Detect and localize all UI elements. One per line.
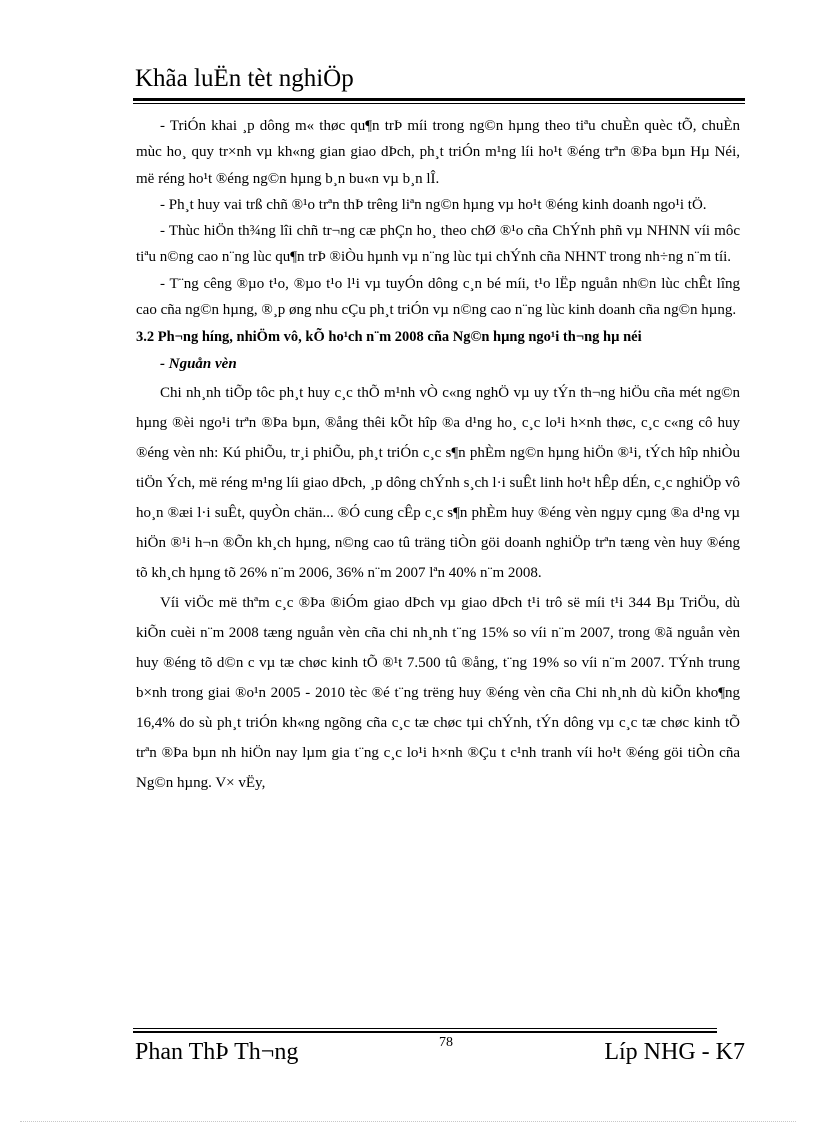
body-paragraph: Chi nh¸nh tiÕp tôc ph¸t huy c¸c thÕ m¹nh vÒ c«ng nghÖ vµ uy tÝn th¬ng hiÖu cña mét ng©n hµng ®èi ngo¹i trªn ®Þa bµn, ®ång thêi kÕt hîp ®a d¹ng ho¸ c¸c lo¹i h×nh thøc, c¸c c«ng cô huy ®éng vèn nh: Kú phiÕu, tr¸i phiÕu, ph¸t triÓn c¸c s¶n phÈm ng©n hµng hiÖn ®¹i, tÝch hîp nhiÒu tiÖn Ých, më réng m¹ng líi giao dÞch, ¸p dông chÝnh s¸ch l·i suÊt linh ho¹t hÊp dÉn, c¸c nghiÖp vô ho¸n ®æi l·i suÊt, quyÒn chän... ®Ó cung cÊp c¸c s¶n phÈm huy ®éng vèn ngµy cµng ®a d¹ng vµ hiÖn ®¹i h¬n ®Õn kh¸ch hµng, n©ng cao tû träng tiÒn göi doanh nghiÖp trªn tæng vèn huy ®éng tõ kh¸ch hµng tõ 26% n¨m 2006, 36% n¨m 2007 lªn 40% n¨m 2008. xyxy=(136,384,740,581)
footer-class: Líp NHG - K7 xyxy=(604,1039,745,1065)
header-rule-thick xyxy=(133,98,745,101)
page-header-title: Khãa luËn tèt nghiÖp xyxy=(135,65,354,92)
page-body xyxy=(136,113,740,798)
body-paragraph: - T¨ng cêng ®µo t¹o, ®µo t¹o l¹i vµ tuyÓn dông c¸n bé míi, t¹o lËp nguån nh©n lùc chÊt lîng cao cña ng©n hµng, ®¸p øng nhu cÇu ph¸t triÓn vµ n©ng cao n¨ng lùc kinh doanh cña ng©n hµng. xyxy=(136,275,740,319)
subsection-heading: - Nguån vèn xyxy=(160,356,237,373)
section-heading: 3.2 Ph¬ng híng, nhiÖm vô, kÕ ho¹ch n¨m 2008 cña Ng©n hµng ngo¹i th¬ng hµ néi xyxy=(136,329,642,346)
footer-rule-thick xyxy=(133,1031,717,1033)
page-bottom-border xyxy=(20,1121,796,1122)
footer-rule-thin xyxy=(133,1028,717,1029)
page-number: 78 xyxy=(439,1035,453,1050)
header-rule-thin xyxy=(133,103,745,104)
body-paragraph: - TriÓn khai ¸p dông m« thøc qu¶n trÞ míi trong ng©n hµng theo tiªu chuÈn quèc tÕ, chuÈn mùc ho¸ quy tr×nh vµ kh«ng gian giao dÞch, ph¸t triÓn m¹ng líi ho¹t ®éng trªn ®Þa bµn Hµ Néi, më réng ho¹t ®éng ng©n hµng b¸n bu«n vµ b¸n lÎ. xyxy=(136,118,740,187)
body-paragraph: - Ph¸t huy vai trß chñ ®¹o trªn thÞ trêng liªn ng©n hµng vµ ho¹t ®éng kinh doanh ngo¹i tÖ. xyxy=(160,196,707,213)
body-paragraph: Víi viÖc më thªm c¸c ®Þa ®iÓm giao dÞch vµ giao dÞch t¹i trô së míi t¹i 344 Bµ TriÖu, dù kiÕn cuèi n¨m 2008 tæng nguån vèn cña chi nh¸nh t¨ng 15% so víi n¨m 2007, trong ®ã nguån vèn huy ®éng tõ d©n c vµ tæ chøc kinh tÕ ®¹t 7.500 tû ®ång, t¨ng 19% so víi n¨m 2007. TÝnh trung b×nh trong giai ®o¹n 2005 - 2010 tèc ®é t¨ng trëng huy ®éng vèn cña Chi nh¸nh dù kiÕn kho¶ng 16,4% do sù ph¸t triÓn kh«ng ngõng cña c¸c tæ chøc tµi chÝnh, tÝn dông vµ c¸c tæ chøc kinh tÕ trªn ®Þa bµn nh hiÖn nay lµm gia t¨ng c¸c lo¹i h×nh ®Çu t c¹nh tranh víi ho¹t ®éng göi tiÒn cña Ng©n hµng. V× vËy, xyxy=(136,594,740,791)
footer-author: Phan ThÞ Th¬ng xyxy=(135,1039,299,1065)
body-paragraph: - Thùc hiÖn th¾ng lîi chñ tr¬ng cæ phÇn ho¸ theo chØ ®¹o cña ChÝnh phñ vµ NHNN víi môc tiªu n©ng cao n¨ng lùc qu¶n trÞ ®iÒu hµnh vµ n¨ng lùc tµi chÝnh cña NHNT trong nh÷ng n¨m tíi. xyxy=(136,223,740,266)
